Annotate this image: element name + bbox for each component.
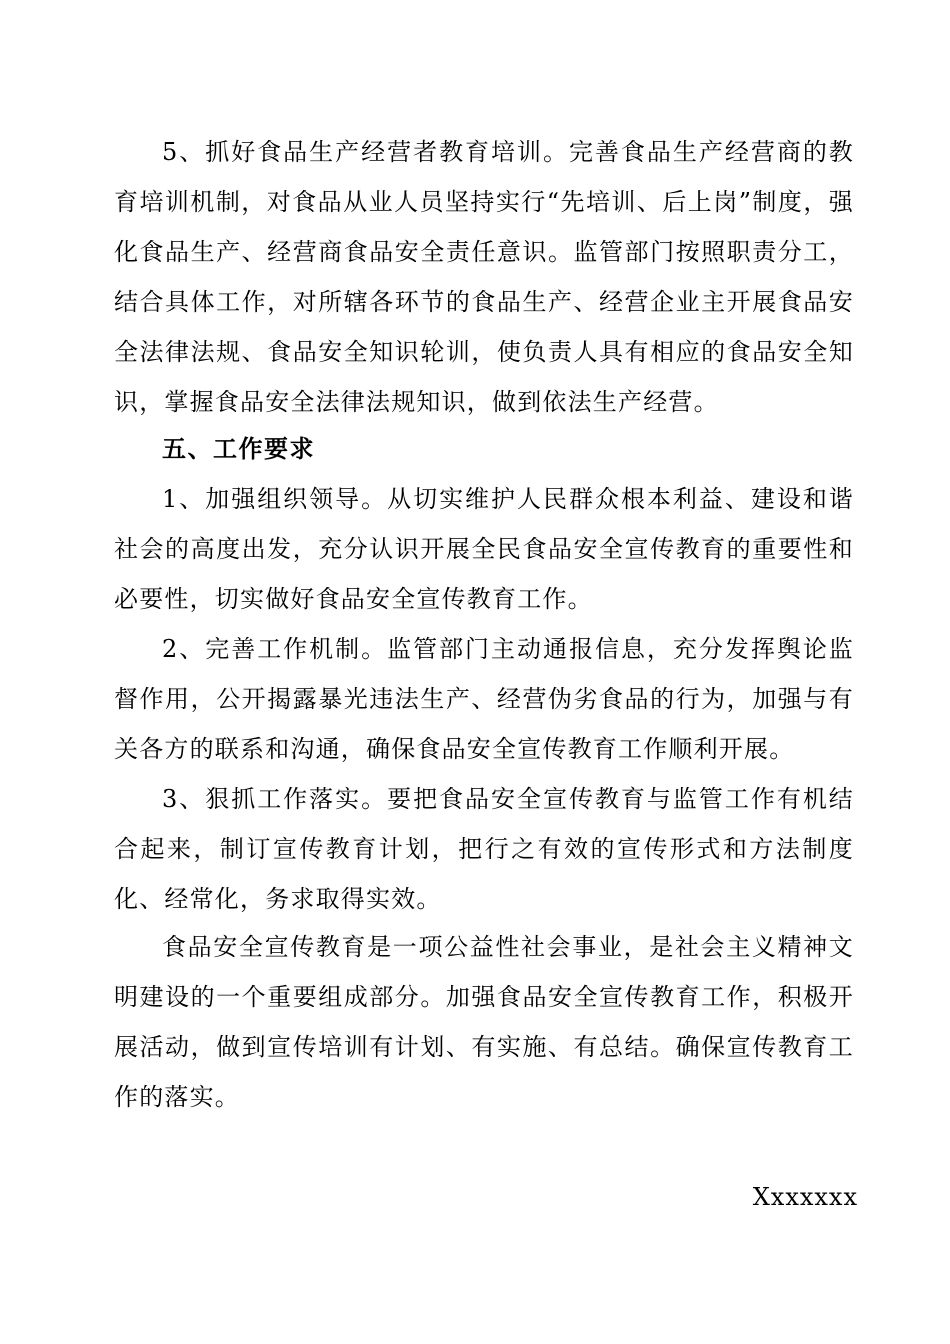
paragraph-implementation: 3、狠抓工作落实。要把食品安全宣传教育与监管工作有机结合起来，制订宣传教育计划，把行之有效的宣传形式和方法制度化、经常化，务求取得实效。 bbox=[114, 785, 854, 913]
section-heading-work-requirements: 五、工作要求 bbox=[162, 434, 315, 463]
signature: Xxxxxxx bbox=[752, 1183, 858, 1211]
paragraph-conclusion: 食品安全宣传教育是一项公益性社会事业，是社会主义精神文明建设的一个重要组成部分。加强食品安全宣传教育工作，积极开展活动，做到宣传培训有计划、有实施、有总结。确保宣传教育工作的落实。 bbox=[114, 933, 854, 1111]
paragraph-organization-leadership: 1、加强组织领导。从切实维护人民群众根本利益、建设和谐社会的高度出发，充分认识开展全民食品安全宣传教育的重要性和必要性，切实做好食品安全宣传教育工作。 bbox=[114, 485, 854, 613]
paragraph-work-mechanism: 2、完善工作机制。监管部门主动通报信息，充分发挥舆论监督作用，公开揭露暴光违法生产、经营伪劣食品的行为，加强与有关各方的联系和沟通，确保食品安全宣传教育工作顺利开展。 bbox=[114, 635, 854, 763]
paragraph-education-training: 5、抓好食品生产经营者教育培训。完善食品生产经营商的教育培训机制，对食品从业人员坚持实行“先培训、后上岗”制度，强化食品生产、经营商食品安全责任意识。监管部门按照职责分工，结合具体工作，对所辖各环节的食品生产、经营企业主开展食品安全法律法规、食品安全知识轮训，使负责人具有相应的食品安全知识，掌握食品安全法律法规知识，做到依法生产经营。 bbox=[114, 138, 854, 416]
